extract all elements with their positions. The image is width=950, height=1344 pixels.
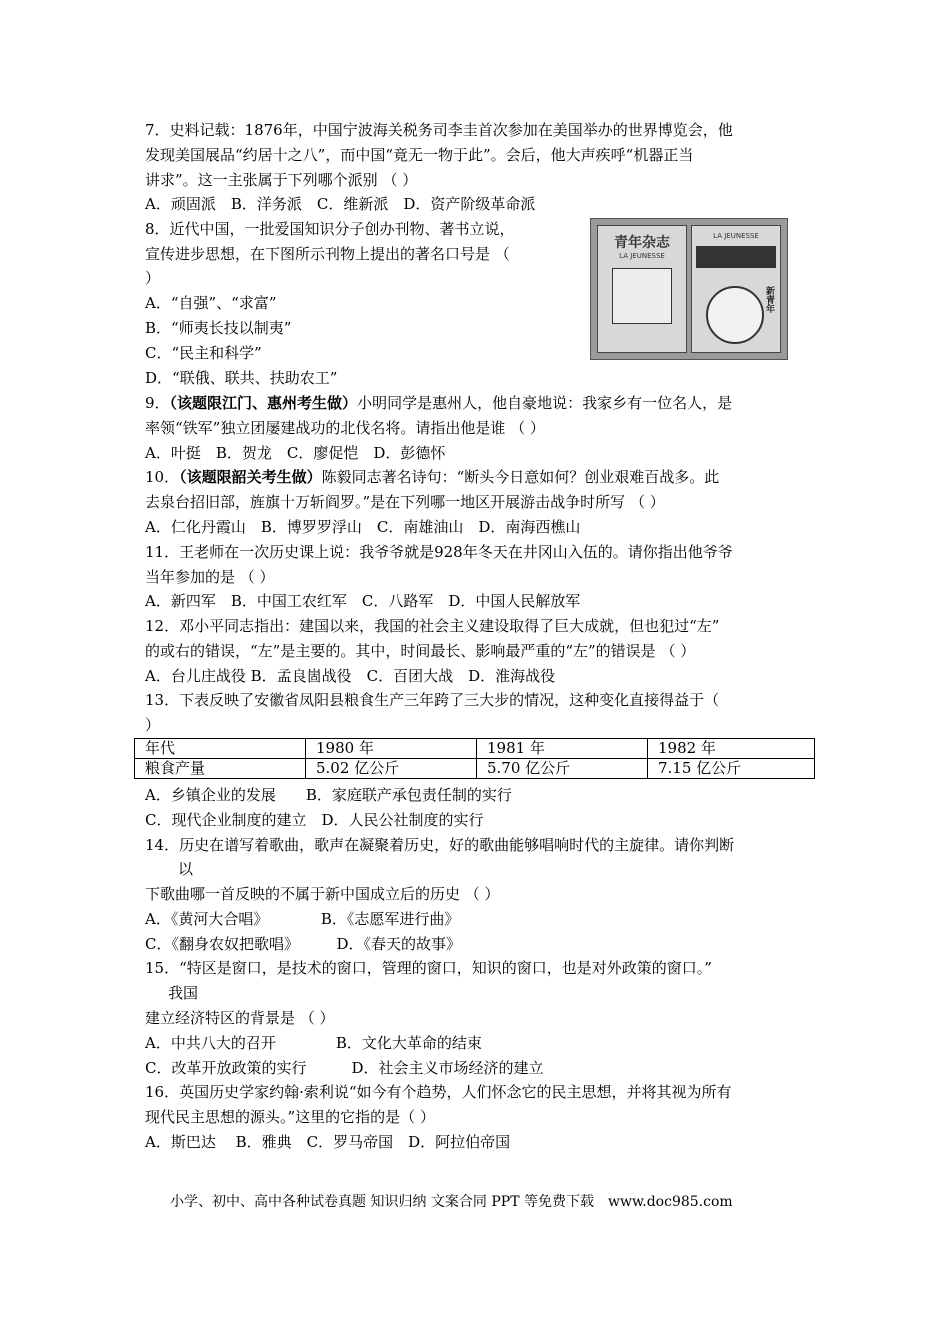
- q13-options2: C．现代企业制度的建立 D．人民公社制度的实行: [145, 811, 484, 829]
- cover-left-title: 青年杂志: [614, 235, 670, 251]
- q9-options: A．叶挺 B．贺龙 C．廖促恺 D．彭德怀: [145, 444, 446, 462]
- table-header-cell: 年代: [135, 739, 306, 759]
- q13-line2: ）: [145, 716, 161, 734]
- table-cell: 5.70 亿公斤: [477, 759, 648, 779]
- q7-line3: 讲求”。这一主张属于下列哪个派别 （ ）: [145, 171, 418, 189]
- q15-line1: 15．“特区是窗口，是技术的窗口，管理的窗口，知识的窗口，也是对外政策的窗口。”: [145, 959, 712, 977]
- q15-options1: A．中共八大的召开 B．文化大革命的结束: [145, 1034, 482, 1052]
- q12-options: A．台儿庄战役 B．孟良崮战役 C．百团大战 D．淮海战役: [145, 667, 556, 685]
- q8-option-b: B．“师夷长技以制夷”: [145, 319, 292, 337]
- q16-line1: 16．英国历史学家约翰·索利说“如今有个趋势，人们怀念它的民主思想，并将其视为所有: [145, 1083, 732, 1101]
- q15-line3: 建立经济特区的背景是 （ ）: [145, 1009, 335, 1027]
- q12-line2: 的或右的错误，“左”是主要的。其中，时间最长、影响最严重的“左”的错误是 （ ）: [145, 642, 696, 660]
- magazine-covers-photo: [590, 218, 788, 360]
- cover-right-band: [696, 246, 776, 268]
- table-cell: 粮食产量: [135, 759, 306, 779]
- q13-options1: A．乡镇企业的发展 B．家庭联产承包责任制的实行: [145, 786, 512, 804]
- q11-line1: 11．王老师在一次历史课上说：我爷爷就是928年冬天在井冈山入伍的。请你指出他爷爷: [145, 543, 733, 561]
- magazine-cover-left: [597, 225, 687, 353]
- q12-line1: 12．邓小平同志指出：建国以来，我国的社会主义建设取得了巨大成就，但也犯过“左”: [145, 617, 720, 635]
- table-cell: 5.02 亿公斤: [306, 759, 477, 779]
- table-header-cell: 1980 年: [306, 739, 477, 759]
- q15-options2: C．改革开放政策的实行 D．社会主义市场经济的建立: [145, 1059, 544, 1077]
- q13-line1: 13．下表反映了安徽省凤阳县粮食生产三年跨了三大步的情况，这种变化直接得益于（: [145, 691, 720, 709]
- q9-line1-text: 小明同学是惠州人，他自豪地说：我家乡有一位名人，是: [357, 394, 733, 412]
- cover-right-subtitle: LA JEUNESSE: [713, 232, 759, 240]
- q9-line1: [145, 393, 732, 413]
- table-header-cell: 1981 年: [477, 739, 648, 759]
- q9-number: 9．: [145, 394, 170, 412]
- cover-left-subtitle: LA JEUNESSE: [619, 252, 665, 260]
- q9-line2: 率领“铁军”独立团屡建战功的北伐名将。请指出他是谁 （ ）: [145, 419, 545, 437]
- table-row: [135, 759, 815, 779]
- q14-options2: C．《翻身农奴把歌唱》 D．《春天的故事》: [145, 935, 462, 953]
- table-row: [135, 739, 815, 759]
- q11-options: A．新四军 B．中国工农红军 C．八路军 D．中国人民解放军: [145, 592, 581, 610]
- q10-line1: [145, 467, 719, 487]
- q16-options: A．斯巴达 B．雅典 C．罗马帝国 D．阿拉伯帝国: [145, 1133, 511, 1151]
- q8-option-d: D．“联俄、联共、扶助农工”: [145, 369, 338, 387]
- table-cell: 7.15 亿公斤: [648, 759, 815, 779]
- q8-option-a: A．“自强”、“求富”: [145, 294, 277, 312]
- q14-line2: 以: [178, 860, 194, 878]
- q10-line2: 去泉台招旧部，旌旗十万斩阎罗。”是在下列哪一地区开展游击战争时所写 （ ）: [145, 493, 665, 511]
- q10-restriction: （该题限韶关考生做）: [179, 468, 322, 486]
- q7-line1: 7．史料记载：1876年，中国宁波海关税务司李圭首次参加在美国举办的世界博览会，他: [145, 121, 733, 139]
- cover-right-side-title: 新青年: [764, 286, 774, 313]
- q10-line1-text: 陈毅同志著名诗句：“断头今日意如何？创业艰难百战多。此: [321, 468, 720, 486]
- q14-options1: A．《黄河大合唱》 B．《志愿军进行曲》: [145, 910, 460, 928]
- q10-number: 10．: [145, 468, 180, 486]
- q7-options: A．顽固派 B．洋务派 C．维新派 D．资产阶级革命派: [145, 195, 536, 213]
- grain-output-table: [134, 738, 815, 779]
- table-header-cell: 1982 年: [648, 739, 815, 759]
- cover-left-emblem: [612, 268, 672, 324]
- q11-line2: 当年参加的是 （ ）: [145, 568, 275, 586]
- q9-restriction: （该题限江门、惠州考生做）: [169, 394, 358, 412]
- q16-line2: 现代民主思想的源头。”这里的它指的是（ ）: [145, 1108, 435, 1126]
- q15-line2: 我国: [168, 984, 199, 1002]
- q8-line2: 宣传进步思想，在下图所示刊物上提出的著名口号是 （: [145, 245, 510, 263]
- q7-line2: 发现美国展品“约居十之八”，而中国“竟无一物于此”。会后，他大声疾呼“机器正当: [145, 146, 694, 164]
- q14-line1: 14．历史在谱写着歌曲，歌声在凝聚着历史，好的歌曲能够唱响时代的主旋律。请你判断: [145, 836, 735, 854]
- page-footer: 小学、初中、高中各种试卷真题 知识归纳 文案合同 PPT 等免费下载 www.doc985.com: [170, 1194, 733, 1210]
- cover-right-globe: [706, 286, 764, 344]
- q10-options: A．仁化丹霞山 B．博罗罗浮山 C．南雄油山 D．南海西樵山: [145, 518, 581, 536]
- q8-line1: 8．近代中国，一批爱国知识分子创办刊物、著书立说，: [145, 220, 515, 238]
- q8-line3: ）: [145, 269, 161, 287]
- q8-option-c: C．“民主和科学”: [145, 344, 262, 362]
- magazine-cover-right: [691, 225, 781, 353]
- q14-line3: 下歌曲哪一首反映的不属于新中国成立后的历史 （ ）: [145, 885, 500, 903]
